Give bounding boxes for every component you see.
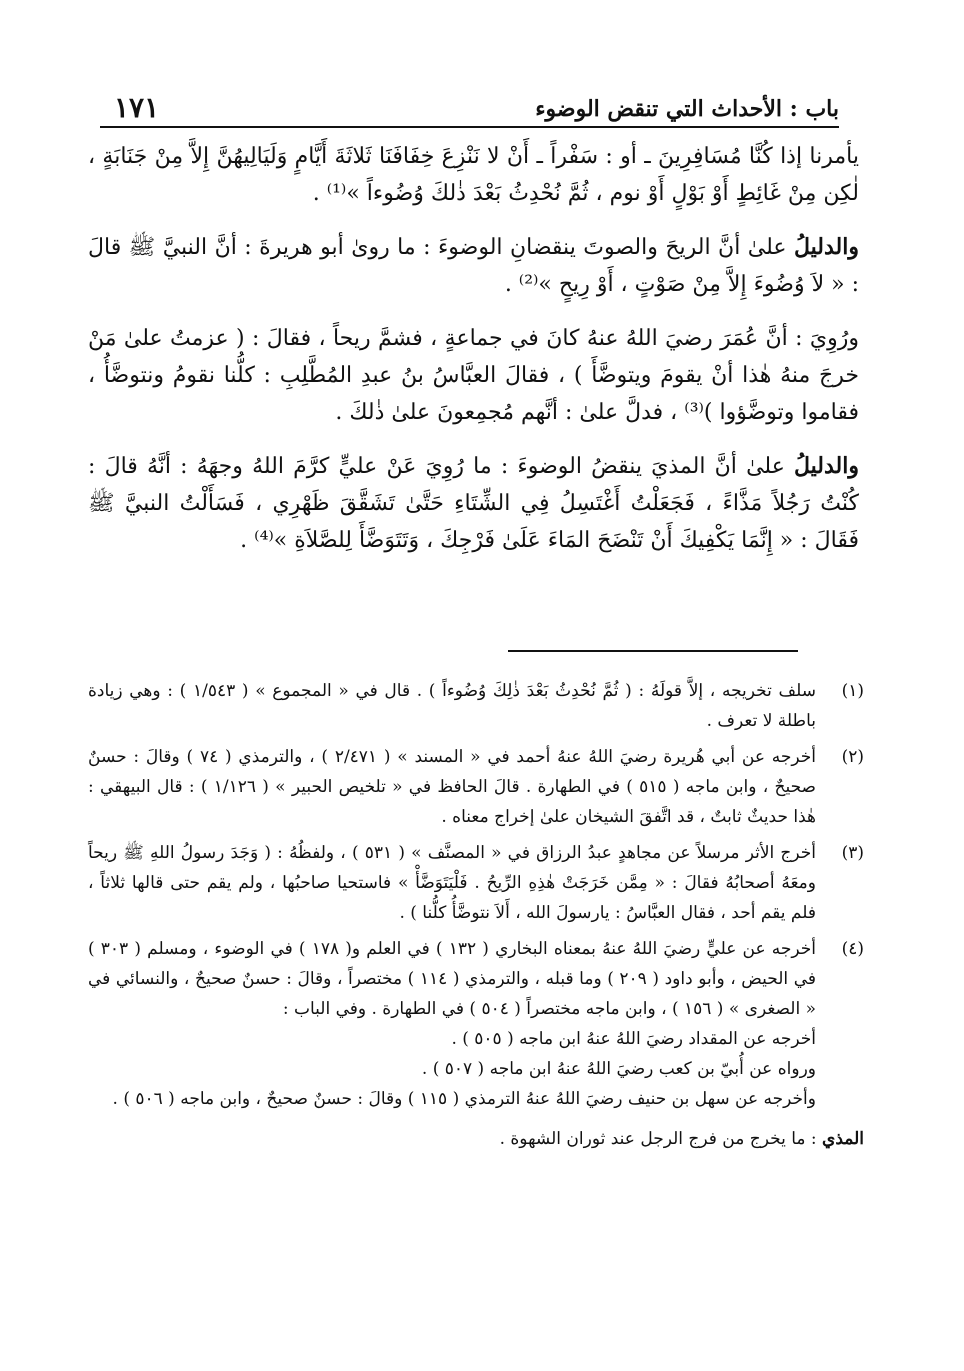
paragraph-2: [88, 229, 859, 303]
footnote-text: [88, 838, 816, 928]
page-header: [100, 86, 839, 128]
paragraph-2-text: علىٰ أنَّ الريحَ والصوتَ ينقضانِ الوضوءَ : ما روىٰ أبو هريرةَ : أنَّ النبيَّ ﷺ قالَ : « لاَ وُضُوءَ إِلاَّ مِنْ صَوْتٍ ، أَوْ رِيحٍ »⁽²⁾ .: [88, 235, 859, 297]
footnote-line: أخرجه عن أبي هُريرة رضيَ اللهُ عنهُ أحمد في « المسند » ( ٢/٤٧١ ) ، والترمذي ( ٧٤ ) وقالَ : حسنٌ صحيحٌ ، وابن ماجه ( ٥١٥ ) في الطهارة . قالَ الحافظ في « تلخيص الحبير » ( ١/١٢٦ ) : قال البيهقي : هٰذا حديثٌ ثابتٌ ، قد اتَّفقَ الشيخان علىٰ إخراج معناه .: [88, 747, 816, 827]
footnote-text: [88, 676, 816, 736]
chapter-title: باب : الأحداث التي تنقض الوضوء: [535, 96, 839, 122]
paragraph-2-lead: والدليلُ: [794, 234, 859, 260]
footnote-number: (٣): [841, 843, 864, 863]
footnote-2: [88, 742, 864, 832]
footnote-number: (١): [841, 681, 864, 701]
footnote-divider: [508, 650, 798, 652]
footnote-line: أخرجه عن عليٍّ رضيَ اللهُ عنهُ بمعناه البخاري ( ١٣٢ ) في العلم و( ١٧٨ ) في الوضوء ، ومسلم ( ٣٠٣ ) في الحيض ، وأبو داود ( ٢٠٩ ) وما قبله ، والترمذي ( ١١٤ ) مختصراً ، وقالَ : حسنٌ صحيحٌ ، والنسائي في « الصغرى » ( ١٥٦ ) ، وابن ماجه مختصراً ( ٥٠٤ ) في الطهارة . وفي الباب :: [88, 939, 816, 1019]
footnote-3: [88, 838, 864, 928]
paragraph-1: يأمرنا إذا كُنَّا مُسَافِرِينَ ـ أو : سَفْراً ـ أَنْ لا نَنْزِعَ خِفَافَنَا ثَلاثَةَ أَيَّامٍ وَلَيَالِيهُنَّ إِلاَّ مِنْ جَنَابَةٍ ، لٰكِن مِنْ غَائِطٍ أَوْ بَوْلٍ أَوْ نوم ، ثُمَّ نُحْدِثُ بَعْدَ ذٰلكَ وُضُوءاً »⁽¹⁾ .: [88, 144, 859, 206]
footnote-line: وأخرجه عن سهل بن حنيف رضيَ اللهُ عنهُ الترمذي ( ١١٥ ) وقالَ : حسنٌ صحيحٌ ، وابن ماجه ( ٥٠٦ ) .: [112, 1089, 816, 1109]
footnote-line: سلف تخريجه ، إلاَّ قولَهُ : ( ثُمَّ نُحْدِثُ بَعْدَ ذٰلِكَ وُضُوءاً ) . قال في « المجموع » ( ١/٥٤٣ ) : وهي زيادة باطلة لا تعرف .: [88, 681, 816, 731]
footnote-1: [88, 676, 864, 736]
footnote-text: [88, 934, 816, 1114]
footnote-4: [88, 934, 864, 1114]
definition-term: المذي: [822, 1129, 864, 1149]
page-number: ١٧١: [114, 91, 160, 124]
footnote-text: [88, 742, 816, 832]
definition: [88, 1124, 864, 1154]
definition-text: : ما يخرج من فرج الرجل عند ثوران الشهوة .: [499, 1129, 823, 1149]
paragraph-4: [88, 448, 859, 559]
paragraph-4-text: علىٰ أنَّ المذيَ ينقضُ الوضوءَ : ما رُوِيَ عَنْ عليٍّ كرَّمَ اللهُ وجهَهُ : أنَّهُ قالَ : كُنْتُ رَجُلاً مَذَّاءً ، فَجَعَلْتُ أَغْتَسِلُ فِي الشِّتَاءِ حَتَّىٰ تَشَقَّقَ ظَهْرِي ، فَسَأَلْتُ النبيَّ ﷺ فَقَالَ : « إِنَّمَا يَكْفِيكَ أَنْ تَنْضَحَ المَاءَ عَلَىٰ فَرْجِكَ ، وَتَتَوَضَّأَ لِلصَّلاَةِ »⁽⁴⁾ .: [88, 454, 859, 553]
footnote-number: (٢): [841, 747, 864, 767]
footnote-line: ورواه عن أُبيّ بن كعب رضيَ اللهُ عنهُ ابن ماجه ( ٥٠٧ ) .: [421, 1059, 816, 1079]
paragraph-4-lead: والدليلُ: [794, 453, 859, 479]
main-text: [88, 138, 859, 576]
footnote-line: أخرجه عن المقداد رضيَ اللهُ عنهُ ابن ماجه ( ٥٠٥ ) .: [451, 1029, 816, 1049]
paragraph-3: ورُوِيَ : أنَّ عُمَرَ رضيَ اللهُ عنهُ كانَ في جماعةٍ ، فشمَّ ريحاً ، فقالَ : ( عزمتُ علىٰ مَنْ خرجَ منهُ هٰذا أنْ يقومَ ويتوضَّأَ ) ، فقالَ العبَّاسُ بنُ عبدِ المُطَّلِبِ : كلُّنا نقومُ ونتوضَّأُ ، فقاموا وتوضَّؤوا )⁽³⁾ ، فدلَّ علىٰ : أنَّهم مُجمِعونَ علىٰ ذٰلكَ .: [88, 326, 859, 425]
footnote-number: (٤): [841, 939, 864, 959]
footnote-line: أخرج الأثر مرسلاً عن مجاهدٍ عبدُ الرزاق في « المصنَّف » ( ٥٣١ ) ، ولفظُهُ : ( وَجَدَ رسولُ اللهِ ﷺ ريحاً ومعَهُ أصحابُهُ فقالَ : « مِمَّن خَرَجَتْ هٰذِهِ الرِّيحُ . فَلْيَتَوَضَّأْ » فاستحيا صاحبُها ، ولم يقم حتى قالها ثلاثاً ، فلم يقم أحد ، فقال العبَّاسُ : يارسولَ الله ، أَلاَ نتوضَّأُ كلُّنا ) .: [88, 843, 816, 923]
footnotes: [88, 676, 864, 1154]
